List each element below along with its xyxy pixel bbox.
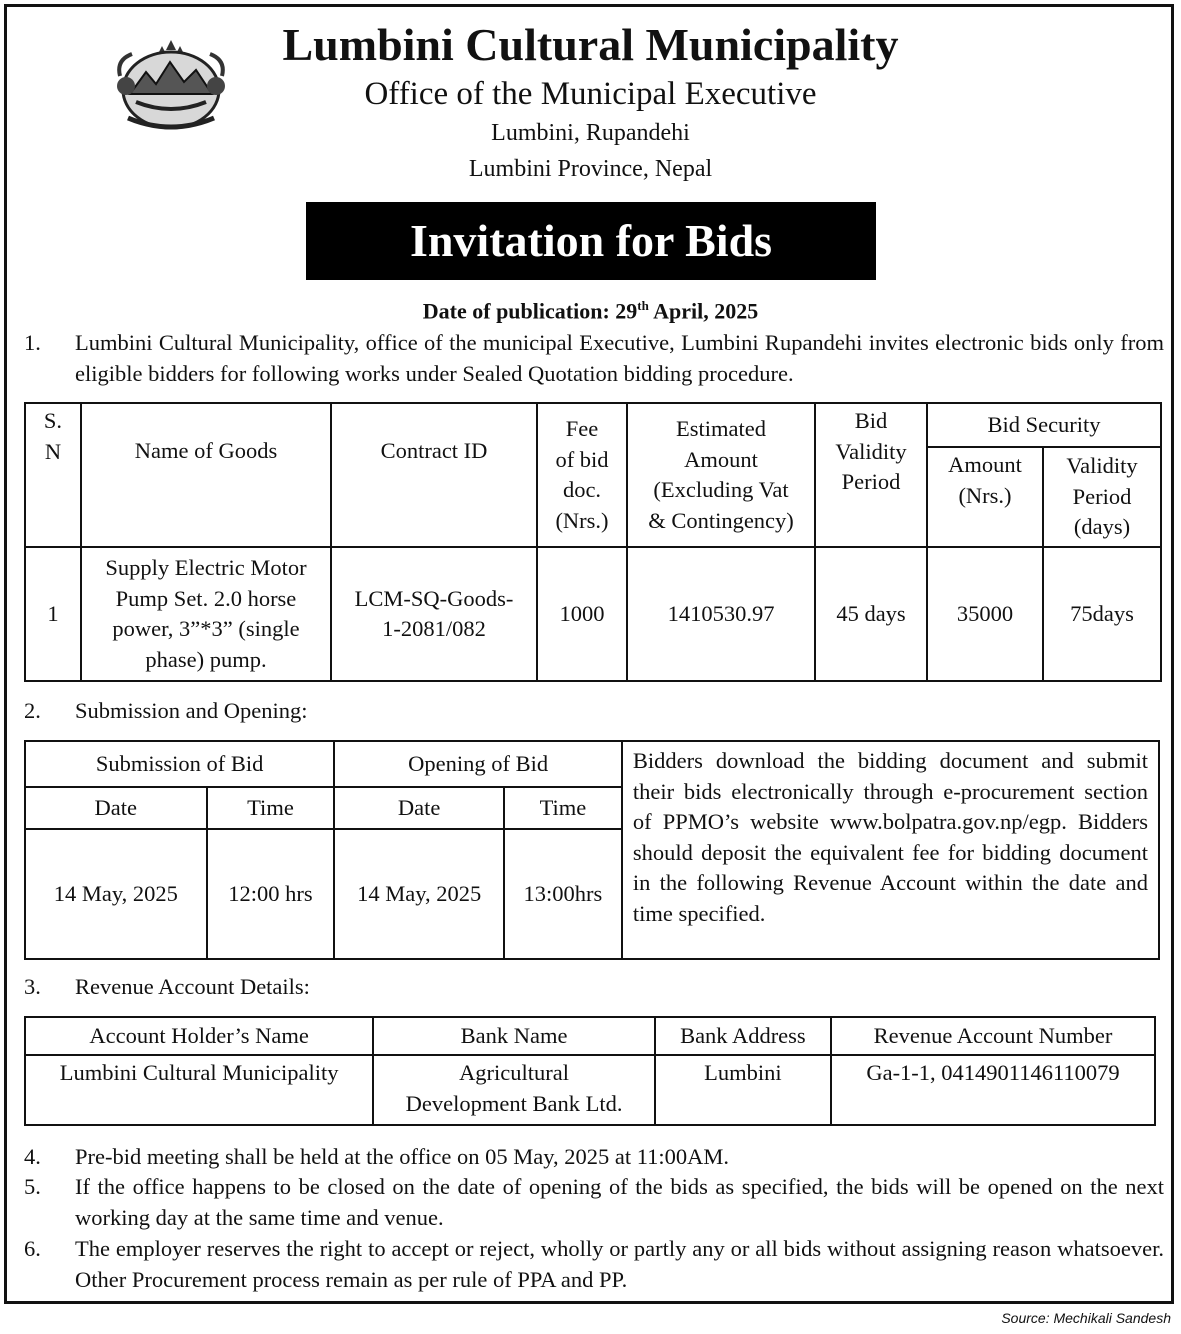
clause-number: 5. (24, 1174, 41, 1199)
clause-text: Submission and Opening: (75, 698, 308, 723)
cell-goods: Supply Electric Motor Pump Set. 2.0 horse power, 3”*3” (single phase) pump. (81, 547, 331, 681)
bids-table (24, 402, 1162, 682)
header-account-holder: Account Holder’s Name (25, 1017, 373, 1055)
cell-security-validity: 75days (1043, 547, 1161, 681)
cell-validity: 45 days (815, 547, 927, 681)
cell-sn: 1 (25, 547, 81, 681)
clause-text: The employer reserves the right to accept or reject, wholly or partly any or all bids without assigning reason whatsoever. Other Procurement process remain as per rule of PPA and PP. (75, 1236, 1164, 1292)
clause-number: 2. (24, 698, 41, 723)
header-bank-address: Bank Address (655, 1017, 831, 1055)
submission-note: Bidders download the bidding document and submit their bids electronically through e-procurement section of PPMO’s website www.bolpatra.gov.np/egp. Bidders should deposit the equivalent fee for bidding document in the following Revenue Account within the date and time specified. (622, 741, 1159, 959)
submission-time: 12:00 hrs (207, 829, 335, 959)
header-account-number: Revenue Account Number (831, 1017, 1155, 1055)
submission-time-label: Time (207, 787, 335, 829)
address-line-1: Lumbini, Rupandehi (491, 120, 690, 146)
submission-header: Submission of Bid (25, 741, 334, 787)
clause-number: 4. (24, 1144, 41, 1169)
clause-4 (24, 1142, 1164, 1173)
clause-number: 1. (24, 330, 41, 355)
cell-contract: LCM-SQ-Goods- 1-2081/082 (331, 547, 537, 681)
submission-date-label: Date (25, 787, 207, 829)
header-security-validity: Validity Period (days) (1043, 447, 1161, 547)
cell-bank-address: Lumbini (655, 1055, 831, 1125)
publication-date: Date of publication: 29th April, 2025 (422, 298, 759, 324)
table-row (25, 547, 1161, 681)
opening-date: 14 May, 2025 (334, 829, 504, 959)
cell-account-holder: Lumbini Cultural Municipality (25, 1055, 373, 1125)
clause-6 (24, 1234, 1164, 1295)
header-validity: Bid Validity Period (815, 403, 927, 547)
opening-time-label: Time (504, 787, 622, 829)
header-goods: Name of Goods (81, 403, 331, 547)
cell-bank-name: Agricultural Development Bank Ltd. (373, 1055, 654, 1125)
clause-3 (24, 972, 1164, 1003)
header-security-amount: Amount (Nrs.) (927, 447, 1043, 547)
clause-text: Revenue Account Details: (75, 974, 310, 999)
opening-time: 13:00hrs (504, 829, 622, 959)
submission-date: 14 May, 2025 (25, 829, 207, 959)
header-estimate: Estimated Amount (Excluding Vat & Contingency) (627, 403, 815, 547)
header-fee: Fee of bid doc. (Nrs.) (537, 403, 627, 547)
clause-number: 6. (24, 1236, 41, 1261)
cell-account-number: Ga-1-1, 0414901146110079 (831, 1055, 1155, 1125)
header-contract: Contract ID (331, 403, 537, 547)
municipality-title: Lumbini Cultural Municipality (282, 19, 899, 70)
cell-security-amount: 35000 (927, 547, 1043, 681)
clause-text: Lumbini Cultural Municipality, office of the municipal Executive, Lumbini Rupandehi invites electronic bids only from eligible bidders for following works under Sealed Quotation bidding procedure. (75, 330, 1164, 386)
clause-number: 3. (24, 974, 41, 999)
address-line-2: Lumbini Province, Nepal (468, 156, 713, 182)
submission-table (24, 740, 1160, 960)
opening-header: Opening of Bid (334, 741, 622, 787)
header-security: Bid Security (927, 403, 1161, 447)
table-row (25, 1055, 1155, 1125)
header-sn: S. N (25, 403, 81, 547)
cell-fee: 1000 (537, 547, 627, 681)
revenue-table (24, 1016, 1156, 1126)
cell-estimate: 1410530.97 (627, 547, 815, 681)
office-subtitle: Office of the Municipal Executive (364, 76, 817, 112)
clause-2 (24, 696, 1164, 727)
clause-text: If the office happens to be closed on the date of opening of the bids as specified, the bids will be opened on the next working day at the same time and venue. (75, 1174, 1164, 1230)
invitation-banner: Invitation for Bids (306, 202, 876, 280)
header-bank-name: Bank Name (373, 1017, 654, 1055)
source-credit: Source: Mechikali Sandesh (1001, 1310, 1171, 1326)
clause-text: Pre-bid meeting shall be held at the office on 05 May, 2025 at 11:00AM. (75, 1144, 730, 1169)
clause-5 (24, 1172, 1164, 1233)
clause-1 (24, 328, 1164, 389)
opening-date-label: Date (334, 787, 504, 829)
